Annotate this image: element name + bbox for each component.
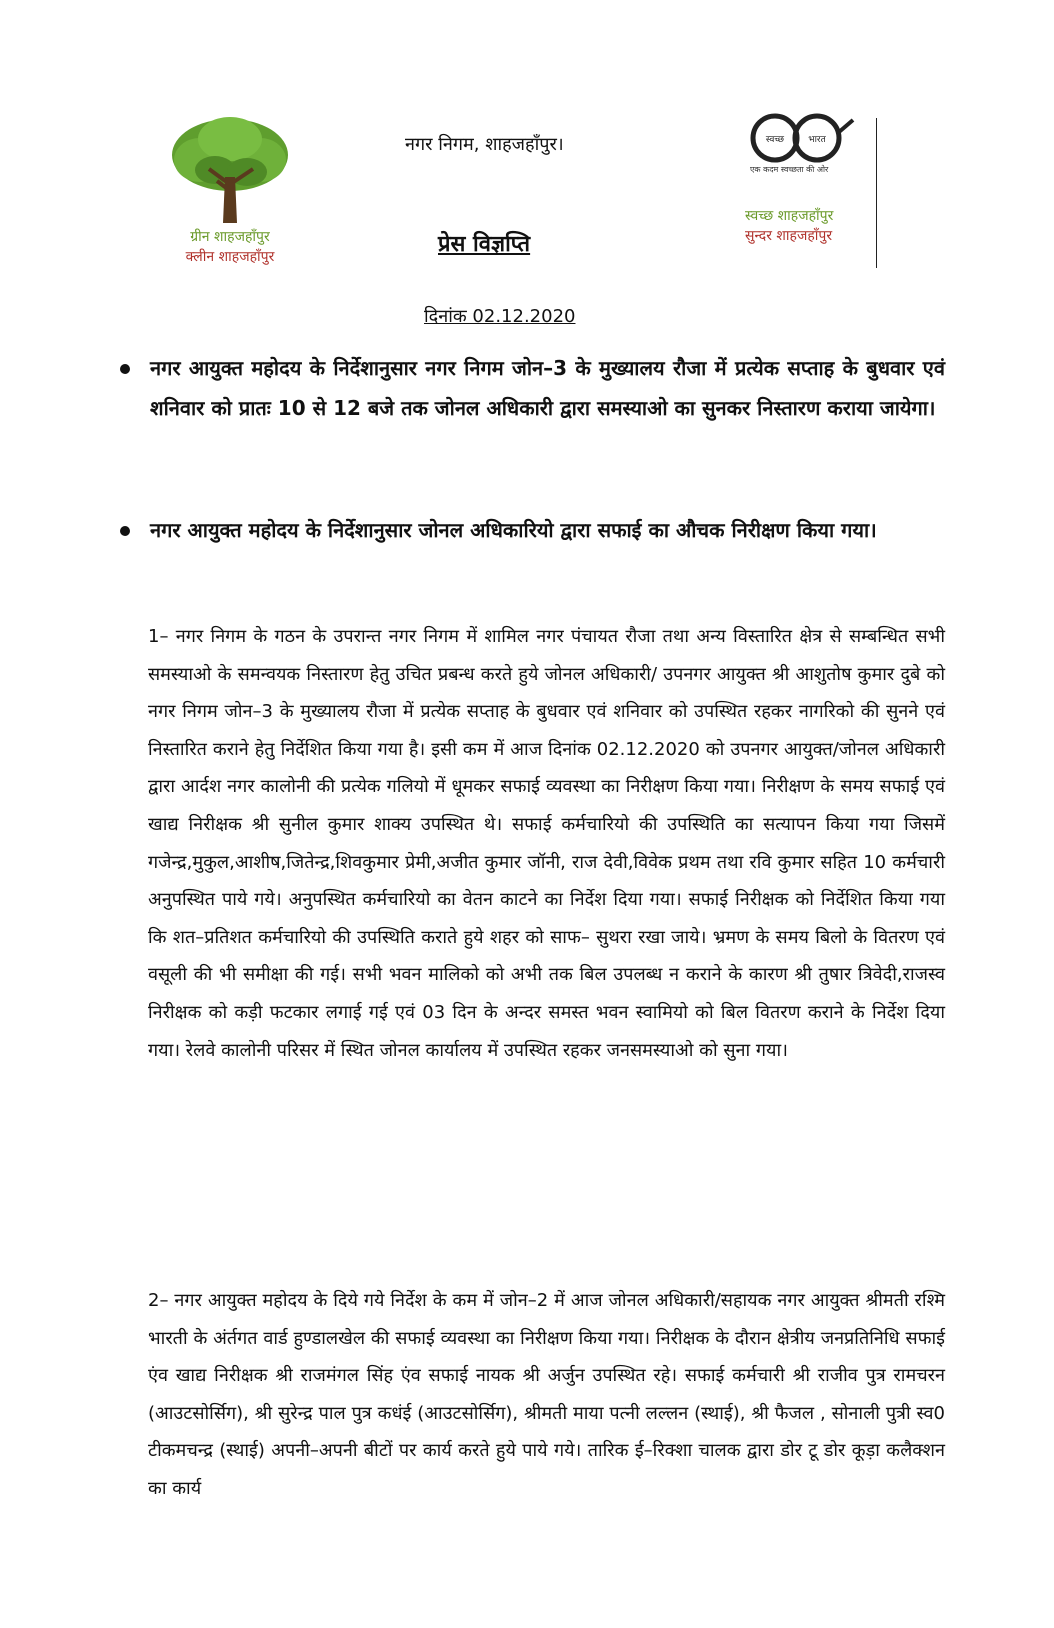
logo-right-caption-sundar: सुन्दर शाहजहाँपुर	[745, 228, 833, 244]
paragraph-2: 2– नगर आयुक्त महोदय के दिये गये निर्देश के कम में जोन–2 में आज जोनल अधिकारी/सहायक नगर आयुक्त श्रीमती रश्मि भारती के अंर्तगत वार्ड हुण्डालखेल की सफाई व्यवस्था का निरीक्षण किया गया। निरीक्षक के दौरान क्षेत्रीय जनप्रतिनिधि सफाई एंव खाद्य निरीक्षक श्री राजमंगल सिंह एंव सफाई नायक श्री अर्जुन उपस्थित रहे। सफाई कर्मचारी श्री राजीव पुत्र रामचरन (आउटसोर्सिग), श्री सुरेन्द्र पाल पुत्र कधंई (आउटसोर्सिग), श्रीमती माया पत्नी लल्लन (स्थाई), श्री फैजल , सोनाली पुत्री स्व0 टीकमचन्द्र (स्थाई) अपनी–अपनी बीटों पर कार्य करते हुये पाये गये। तारिक ई–रिक्शा चालक द्वारा डोर टू डोर कूड़ा कलैक्शन का कार्य	[148, 1290, 945, 1499]
organization-name: नगर निगम, शाहजहाँपुर।	[405, 134, 564, 155]
logo-right-caption-swachh: स्वच्छ शाहजहाँपुर	[745, 208, 834, 224]
tree-icon	[165, 115, 295, 227]
glasses-lens-swachh: स्वच्छ	[765, 135, 785, 145]
logo-left-caption-clean: क्लीन शाहजहाँपुर	[185, 249, 275, 265]
bullet-icon	[120, 364, 130, 374]
swachh-bharat-logo	[745, 112, 890, 272]
header-divider	[876, 118, 877, 268]
bullet-text: नगर आयुक्त महोदय के निर्देशानुसार जोनल अधिकारियो द्वारा सफाई का औचक निरीक्षण किया गया।	[150, 518, 877, 542]
release-date: दिनांक 02.12.2020	[424, 306, 576, 327]
green-shahjahanpur-logo	[155, 115, 305, 280]
bullet-item-inspection	[120, 510, 945, 550]
logo-left-caption-green: ग्रीन शाहजहाँपुर	[190, 229, 270, 245]
paragraph-1: 1– नगर निगम के गठन के उपरान्त नगर निगम में शामिल नगर पंचायत रौजा तथा अन्य विस्तारित क्षेत्र से सम्बन्धित सभी समस्याओ के समन्वयक निस्तारण हेतु उचित प्रबन्ध करते हुये जोनल अधिकारी/ उपनगर आयुक्त श्री आशुतोष कुमार दुबे को नगर निगम जोन–3 के मुख्यालय रौजा में प्रत्येक सप्ताह के बुधवार एवं शनिवार को उपस्थित रहकर नागरिको की सुनने एवं निस्तारित कराने हेतु निर्देशित किया गया है। इसी कम में आज दिनांक 02.12.2020 को उपनगर आयुक्त/जोनल अधिकारी द्वारा आर्दश नगर कालोनी की प्रत्येक गलियो में धूमकर सफाई व्यवस्था का निरीक्षण किया गया। निरीक्षण के समय सफाई एवं खाद्य निरीक्षक श्री सुनील कुमार शाक्य उपस्थित थे। सफाई कर्मचारियो की उपस्थिति का सत्यापन किया गया जिसमें गजेन्द्र,मुकुल,आशीष,जितेन्द्र,शिवकुमार प्रेमी,अजीत कुमार जॉनी, राज देवी,विवेक प्रथम तथा रवि कुमार सहित 10 कर्मचारी अनुपस्थित पाये गये। अनुपस्थित कर्मचारियो का वेतन काटने का निर्देश दिया गया। सफाई निरीक्षक को निर्देशित किया गया कि शत–प्रतिशत कर्मचारियो की उपस्थिति कराते हुये शहर को साफ– सुथरा रखा जाये। भ्रमण के समय बिलो के वितरण एवं वसूली की भी समीक्षा की गई। सभी भवन मालिको को अभी तक बिल उपलब्ध न कराने के कारण श्री तुषार त्रिवेदी,राजस्व निरीक्षक को कड़ी फटकार लगाई गई एवं 03 दिन के अन्दर समस्त भवन स्वामियो को बिल वितरण कराने के निर्देश दिया गया। रेलवे कालोनी परिसर में स्थित जोनल कार्यालय में उपस्थित रहकर जनसमस्याओ को सुना गया।	[148, 626, 945, 1061]
bullet-icon	[120, 526, 130, 536]
bullet-item-zone3-hearing	[120, 348, 945, 428]
page-title: प्रेस विज्ञप्ति	[438, 232, 531, 257]
glasses-icon	[745, 112, 855, 164]
bullet-text: नगर आयुक्त महोदय के निर्देशानुसार नगर निगम जोन–3 के मुख्यालय रौजा में प्रत्येक सप्ताह के बुधवार एवं शनिवार को प्रातः 10 से 12 बजे तक जोनल अधिकारी द्वारा समस्याओ का सुनकर निस्तारण कराया जायेगा।	[150, 356, 945, 420]
swachh-tagline: एक कदम स्वच्छता की ओर	[750, 165, 829, 174]
glasses-lens-bharat: भारत	[808, 135, 826, 145]
